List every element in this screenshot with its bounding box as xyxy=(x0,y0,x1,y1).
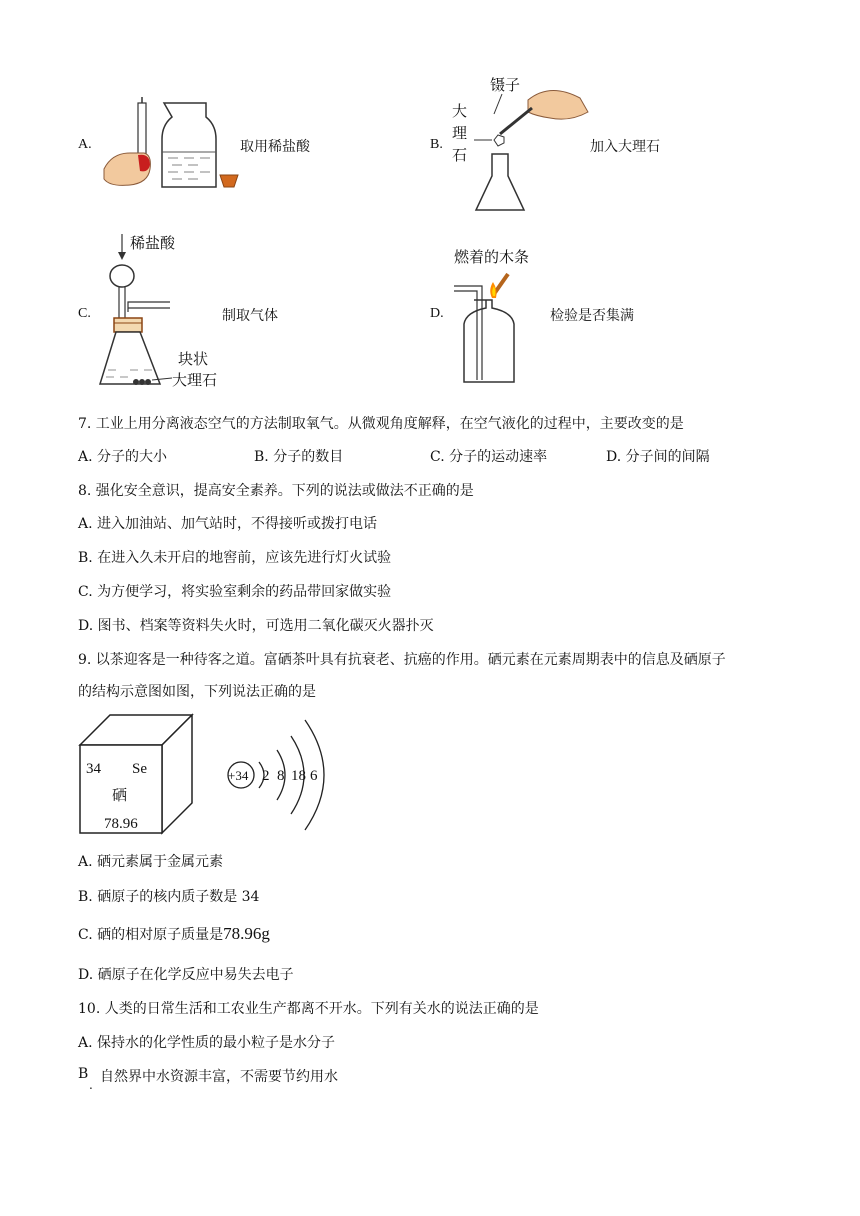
marble-label-2: 理 xyxy=(452,124,468,142)
q9-option-c-value: 78.96g xyxy=(223,924,270,943)
q8-option-b: B. 在进入久未开启的地窖前，应该先进行灯火试验 xyxy=(78,550,392,566)
q9-option-c-prefix: C. 硒的相对原子质量是 xyxy=(78,927,224,943)
q6-figure-d-gas-bottle-stick xyxy=(450,240,560,385)
q8-option-d: D. 图书、档案等资料失火时，可选用二氧化碳灭火器扑灭 xyxy=(78,618,434,634)
q7-option-a: A. 分子的大小 xyxy=(78,449,168,465)
q6-option-a-caption: 取用稀盐酸 xyxy=(240,139,310,155)
q6-figure-a-dropper-bottle xyxy=(100,95,240,190)
q10-option-b-text: 自然界中水资源丰富，不需要节约用水 xyxy=(100,1069,338,1085)
q9-stem-line2: 的结构示意图如图，下列说法正确的是 xyxy=(78,684,316,700)
q6-option-d-letter: D. xyxy=(430,306,444,321)
q10-option-b-letter: B xyxy=(78,1066,89,1082)
q10-option-b-dot: . xyxy=(89,1078,93,1092)
q9-element-cell xyxy=(80,715,200,837)
q6-option-d-caption: 检验是否集满 xyxy=(550,308,634,324)
q6-option-b-letter: B. xyxy=(430,137,443,152)
atomic-number: 34 xyxy=(86,761,101,777)
q6-option-b-caption: 加入大理石 xyxy=(590,139,660,155)
tweezers-label: 镊子 xyxy=(490,76,521,94)
q9-atom-structure xyxy=(225,712,335,837)
q9-option-b: B. 硒原子的核内质子数是 34 xyxy=(78,889,260,905)
q8-option-c: C. 为方便学习，将实验室剩余的药品带回家做实验 xyxy=(78,584,392,600)
q6-option-c-letter: C. xyxy=(78,306,91,321)
q7-option-d: D. 分子间的间隔 xyxy=(606,449,710,465)
q10-stem: 10. 人类的日常生活和工农业生产都离不开水。下列有关水的说法正确的是 xyxy=(78,1001,539,1017)
q6-option-c-caption: 制取气体 xyxy=(222,308,278,324)
q7-stem: 7. 工业上用分离液态空气的方法制取氧气。从微观角度解释，在空气液化的过程中，主要改变的是 xyxy=(78,416,684,432)
q9-stem-line1: 9. 以茶迎客是一种待客之道。富硒茶叶具有抗衰老、抗癌的作用。硒元素在元素周期表中的信息及硒原子 xyxy=(78,652,726,668)
marble-label-1: 大 xyxy=(452,102,468,120)
q9-option-a: A. 硒元素属于金属元素 xyxy=(78,854,224,870)
element-name: 硒 xyxy=(112,786,128,804)
q10-option-a: A. 保持水的化学性质的最小粒子是水分子 xyxy=(78,1035,336,1051)
q6-figure-c-gas-generator xyxy=(96,232,226,392)
shell-3: 18 xyxy=(291,768,306,784)
marble-label-3: 石 xyxy=(452,146,468,164)
element-symbol: Se xyxy=(132,761,147,777)
q6-figure-b-tweezers-flask xyxy=(450,72,600,217)
lump-label: 块状 xyxy=(178,350,209,368)
shell-2: 8 xyxy=(277,768,285,784)
atomic-mass: 78.96 xyxy=(104,816,138,832)
q7-option-b: B. 分子的数目 xyxy=(254,449,344,465)
q8-option-a: A. 进入加油站、加气站时，不得接听或拨打电话 xyxy=(78,516,378,532)
marble-c-label: 大理石 xyxy=(172,371,218,389)
q9-option-c xyxy=(78,924,270,944)
q8-stem: 8. 强化安全意识，提高安全素养。下列的说法或做法不正确的是 xyxy=(78,483,474,499)
nucleus-charge: +34 xyxy=(228,768,249,783)
stick-label: 燃着的木条 xyxy=(454,248,530,266)
q6-option-a-letter: A. xyxy=(78,137,92,152)
shell-1: 2 xyxy=(262,768,270,784)
acid-label: 稀盐酸 xyxy=(130,234,176,252)
q7-option-c: C. 分子的运动速率 xyxy=(430,449,548,465)
shell-4: 6 xyxy=(310,768,318,784)
q9-option-d: D. 硒原子在化学反应中易失去电子 xyxy=(78,967,294,983)
